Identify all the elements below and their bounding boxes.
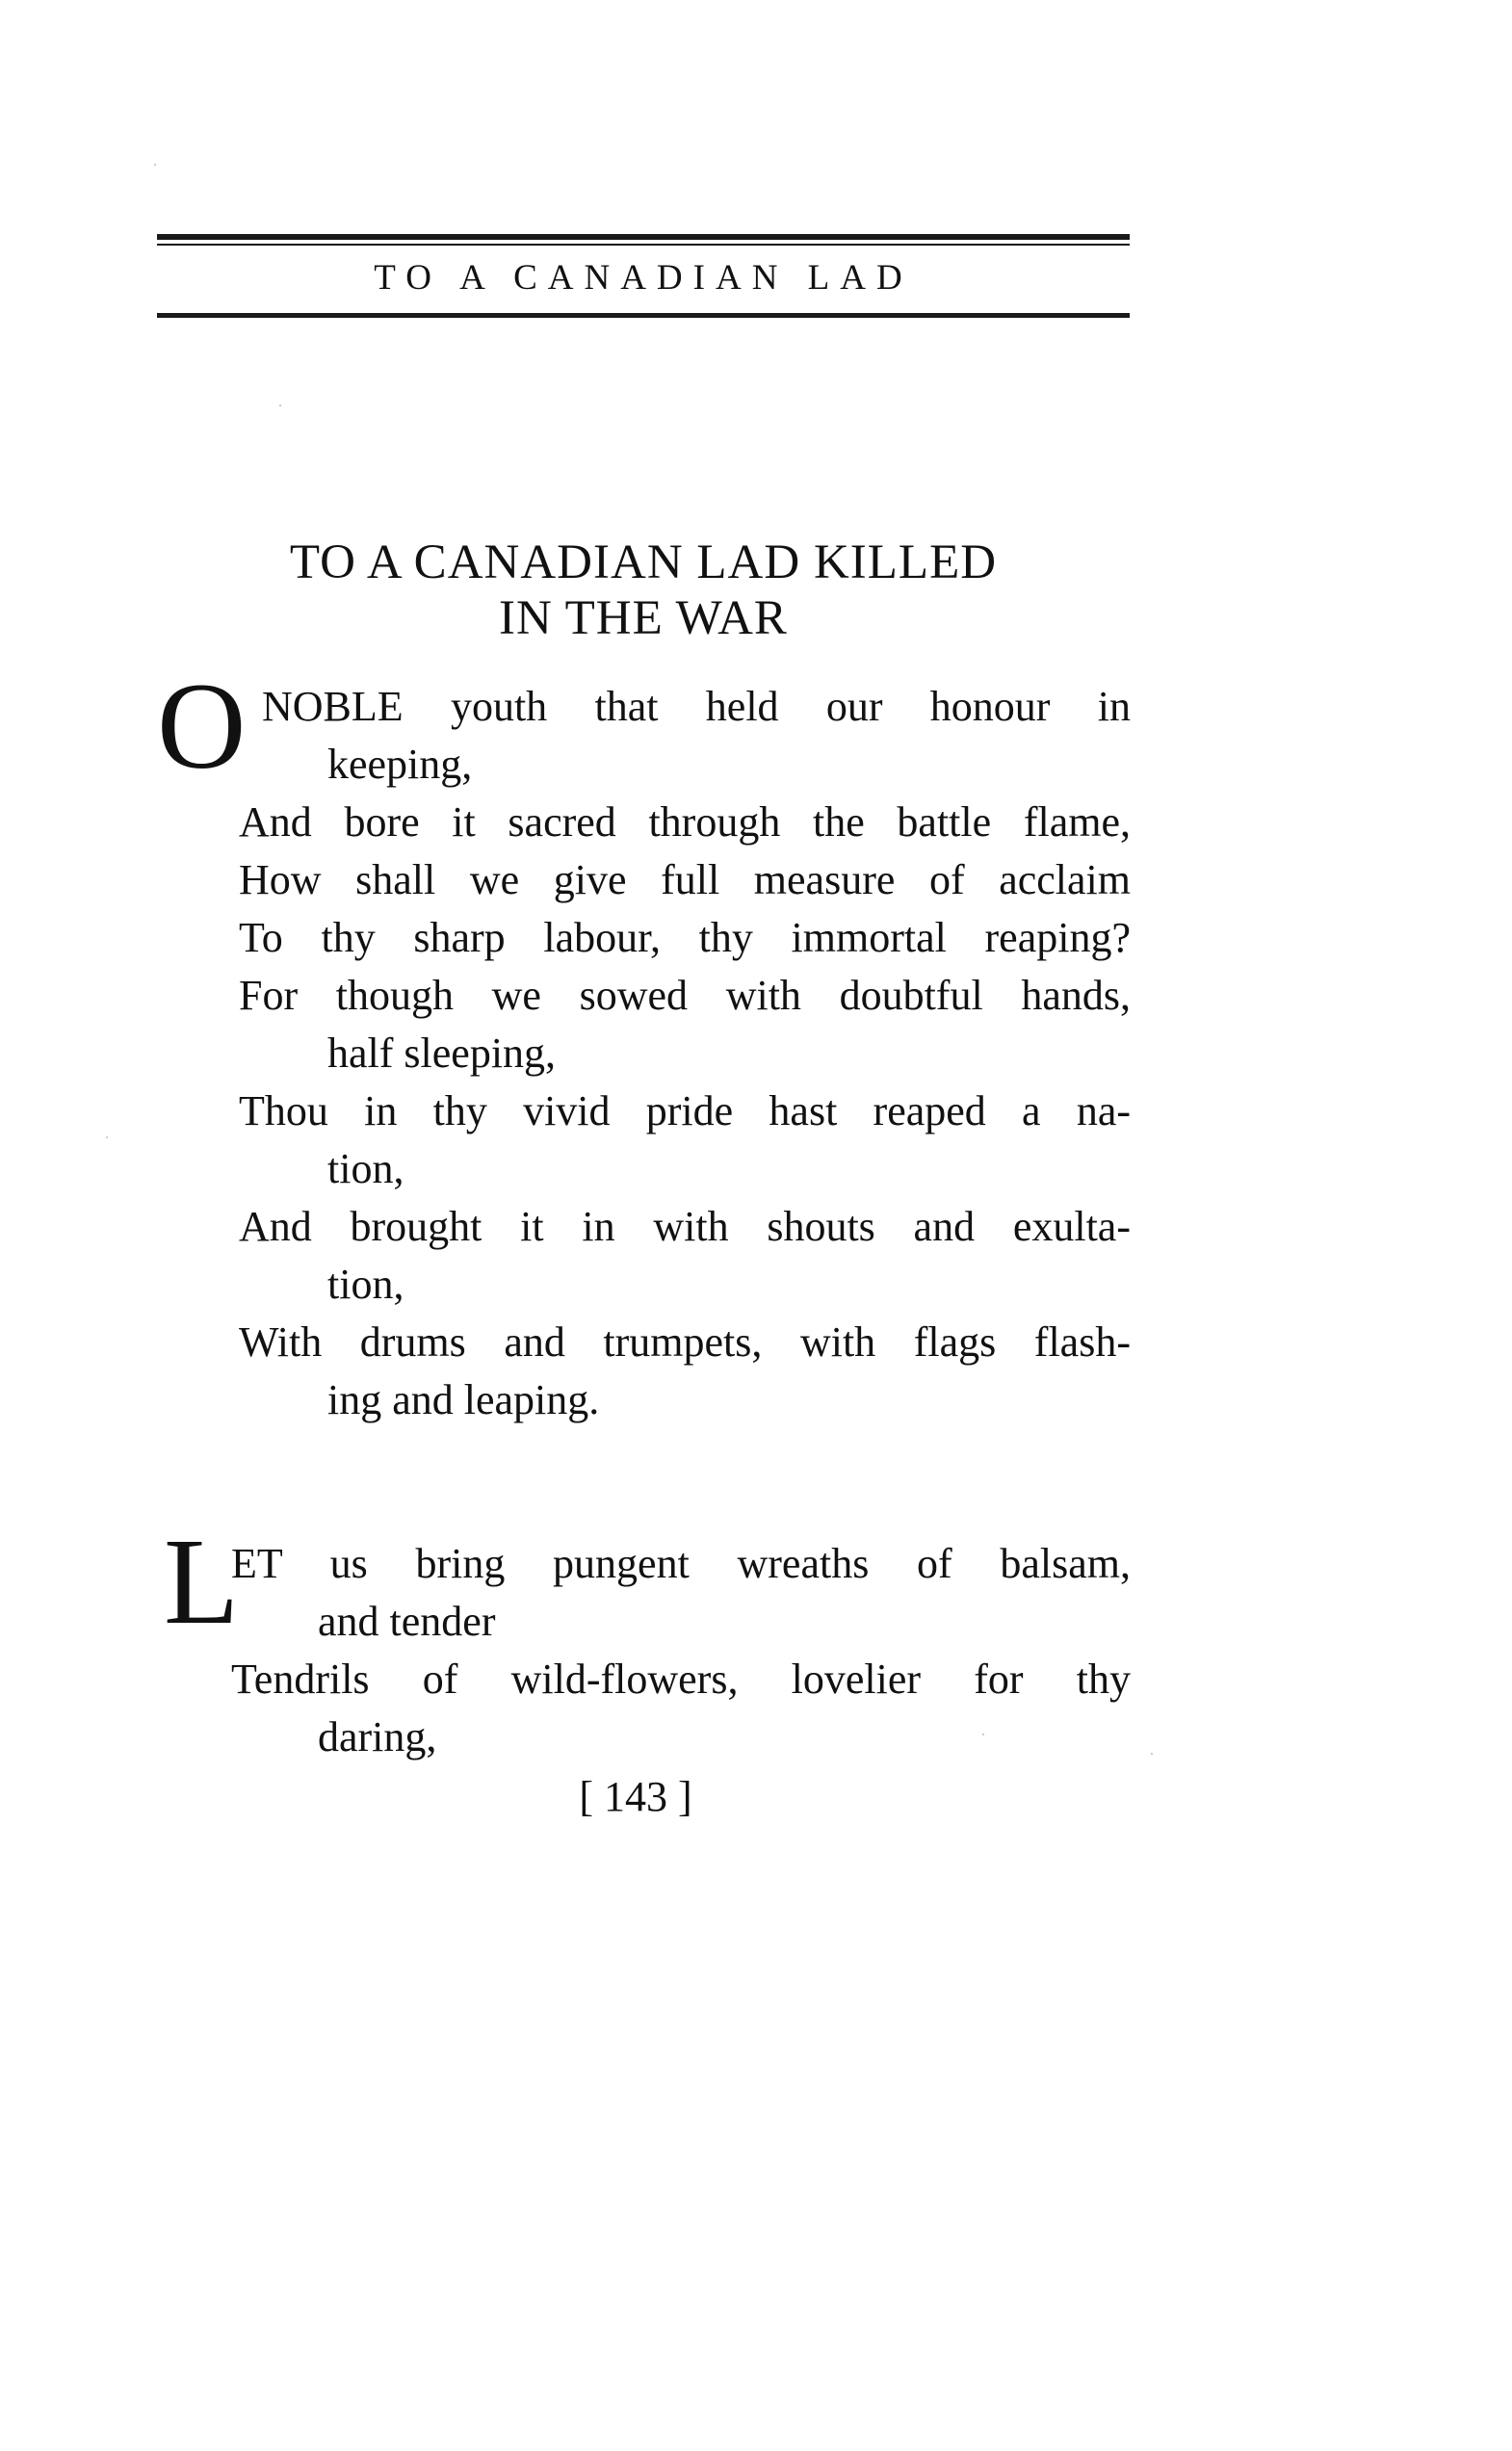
- scan-speck: [279, 404, 281, 406]
- stanza-1-line-2: keeping,: [327, 741, 473, 788]
- header-rule-top-thin: [157, 244, 1130, 246]
- stanza-1-line-5: To thy sharp labour, thy immortal reaping?: [239, 914, 1131, 961]
- stanza-2-line-3: Tendrils of wild-flowers, lovelier for thy: [231, 1656, 1131, 1703]
- scan-speck: [154, 164, 156, 166]
- stanza-1-line-3: And bore it sacred through the battle flame,: [239, 798, 1131, 846]
- drop-cap-o: O: [157, 658, 247, 795]
- poem-title-line-1: TO A CANADIAN LAD KILLED: [289, 535, 998, 589]
- scan-speck: [982, 1734, 984, 1735]
- poem-title-line-2: IN THE WAR: [499, 591, 788, 645]
- stanza-1-line-6: For though we sowed with doubtful hands,: [239, 972, 1131, 1019]
- stanza-1-line-11: tion,: [327, 1261, 404, 1308]
- stanza-2-line-2: and tender: [318, 1598, 496, 1645]
- stanza-1-line-10: And brought it in with shouts and exulta-: [239, 1203, 1131, 1250]
- scan-speck: [106, 1136, 108, 1138]
- poem-title: [157, 535, 1130, 646]
- header-rule-top-thick: [157, 234, 1130, 240]
- stanza-2-line-4: daring,: [318, 1713, 437, 1760]
- stanza-1-line-1: NOBLE youth that held our honour in: [262, 683, 1131, 730]
- stanza-2-line-1: ET us bring pungent wreaths of balsam,: [231, 1540, 1131, 1587]
- stanza-1-line-12: With drums and trumpets, with flags flash-: [239, 1318, 1131, 1366]
- header-rule-bottom: [157, 313, 1130, 318]
- stanza-1-line-8: Thou in thy vivid pride hast reaped a na-: [239, 1087, 1131, 1134]
- stanza-1-line-7: half sleeping,: [327, 1030, 557, 1077]
- running-head: TO A CANADIAN LAD: [374, 258, 913, 298]
- stanza-1-line-13: ing and leaping.: [327, 1376, 600, 1423]
- page-number: [ 143 ]: [579, 1773, 692, 1820]
- drop-cap-l: L: [164, 1513, 240, 1650]
- stanza-1-line-9: tion,: [327, 1145, 404, 1192]
- stanza-1-line-4: How shall we give full measure of acclaim: [239, 856, 1131, 903]
- scan-speck: [1151, 1753, 1153, 1755]
